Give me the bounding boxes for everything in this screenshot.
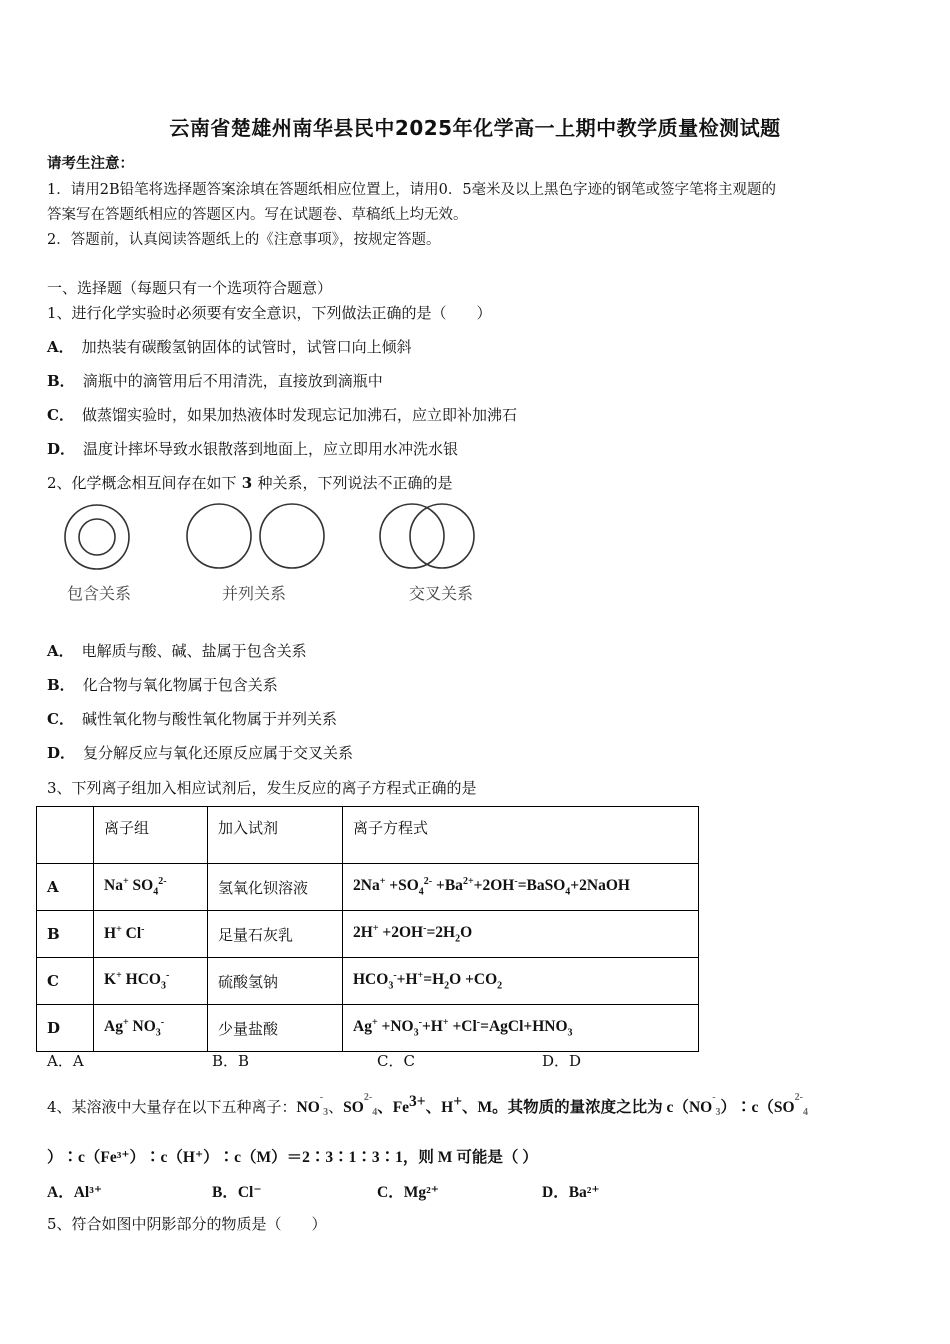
ion-group-cell: K+ $HCO_3^-$ xyxy=(94,958,208,1005)
option-text: 温度计摔坏导致水银散落到地面上，应立即用水冲洗水银 xyxy=(83,440,459,458)
parallel-diagram xyxy=(187,504,324,568)
ion-sulfate: $SO^{2-}_4$ xyxy=(343,1092,378,1118)
row-label: B xyxy=(37,911,94,958)
q4-stem xyxy=(47,1093,808,1118)
equation-cell: $HCO_3^-+H^+=H_2O +CO_2$ xyxy=(343,958,699,1005)
equation-cell: $Ag^+ +NO_3^-+H^+$ $+Cl^-=AgCl+HNO_3$ xyxy=(343,1005,699,1052)
equation-cell: $2H^+ +2OH^-=2H_2O$ xyxy=(343,911,699,958)
relationship-diagram xyxy=(55,498,495,610)
q3-answer-d[interactable]: D．D xyxy=(542,1052,582,1070)
reagent-cell: 硫酸氢钠 xyxy=(208,958,343,1005)
option-text: 复分解反应与氧化还原反应属于交叉关系 xyxy=(83,744,354,762)
q2-option-b[interactable] xyxy=(47,674,278,695)
q4-stem-line-2: ）∶c（Fe³⁺）∶c（H⁺）∶c（M）＝2∶3∶1∶3∶1，则 M 可能是（ ） xyxy=(47,1149,538,1166)
q4-stem-c: 、H xyxy=(425,1099,454,1116)
q4-stem-a: 4、某溶液中大量存在以下五种离子： xyxy=(47,1098,297,1116)
notice-item-1-line-2: 答案写在答题纸相应的答题区内。写在试题卷、草稿纸上均无效。 xyxy=(47,207,468,223)
option-text: 化合物与氧化物属于包含关系 xyxy=(82,676,278,694)
option-text: 做蒸馏实验时，如果加热液体时发现忘记加沸石，应立即补加沸石 xyxy=(81,406,517,424)
q4-stem-e: ）∶c（ xyxy=(720,1099,774,1116)
q3-answer-b[interactable]: B．B xyxy=(212,1052,250,1070)
table-row xyxy=(37,864,699,911)
table-row xyxy=(37,1005,699,1052)
q3-table xyxy=(36,806,699,1052)
option-label: C． xyxy=(47,710,74,728)
q2-option-a[interactable] xyxy=(47,640,307,661)
option-label: A． xyxy=(47,338,74,356)
header-cell-reagent: 加入试剂 xyxy=(208,807,343,864)
q2-stem-pre: 2、化学概念相互间存在如下 xyxy=(47,474,237,492)
label-parallel: 并列关系 xyxy=(221,584,287,603)
q2-option-c[interactable] xyxy=(47,708,337,729)
option-text: 加热装有碳酸氢钠固体的试管时，试管口向上倾斜 xyxy=(81,338,412,356)
table-row xyxy=(37,911,699,958)
reagent-cell: 足量石灰乳 xyxy=(208,911,343,958)
q2-stem-post: 种关系，下列说法不正确的是 xyxy=(257,474,453,492)
header-cell-ion-group: 离子组 xyxy=(94,807,208,864)
row-label: D xyxy=(37,1005,94,1052)
q4-stem-d: 、M。其物质的量浓度之比为 c（ xyxy=(462,1099,689,1116)
row-label: C xyxy=(37,958,94,1005)
q4-option-a[interactable]: A．Al³⁺ xyxy=(47,1184,103,1201)
ion-nitrate-ratio: $NO^-_3$ xyxy=(688,1092,721,1118)
option-text: 电解质与酸、碱、盐属于包含关系 xyxy=(81,642,307,660)
ion-group-cell: Ag+ $NO_3^-$ xyxy=(94,1005,208,1052)
label-intersection: 交叉关系 xyxy=(408,584,474,603)
intersection-diagram xyxy=(380,504,474,568)
ion-group-cell: H+ Cl- xyxy=(94,911,208,958)
q1-stem: 1、进行化学实验时必须要有安全意识，下列做法正确的是（ ） xyxy=(47,304,492,322)
reagent-cell: 氢氧化钡溶液 xyxy=(208,864,343,911)
q4-stem-b: 、Fe xyxy=(377,1099,410,1116)
notice-heading: 请考生注意： xyxy=(47,155,134,172)
notice-item-1-line-1: 1．请用2B铅笔将选择题答案涂填在答题纸相应位置上，请用0．5毫米及以上黑色字迹的钢笔或签字笔将主观题的 xyxy=(47,182,777,198)
q4-option-c[interactable]: C．Mg²⁺ xyxy=(377,1184,439,1201)
ion-sulfate-ratio: $SO^{2-}_4$ xyxy=(773,1092,808,1118)
q3-answer-c[interactable]: C．C xyxy=(377,1052,415,1070)
table-row xyxy=(37,958,699,1005)
q5-stem: 5、符合如图中阴影部分的物质是（ ） xyxy=(47,1215,327,1233)
q4-option-b[interactable]: B．Cl⁻ xyxy=(212,1184,262,1201)
equation-cell: $2Na^+ +SO_4^{2-}$ $+Ba^{2+}+2OH^-=BaSO_4+2NaOH$ xyxy=(343,864,699,911)
header-cell-equation: 离子方程式 xyxy=(343,807,699,864)
table-header-row xyxy=(37,807,699,864)
q1-option-d[interactable] xyxy=(47,438,458,459)
ion-group-cell: Na+ $SO_4^{2-}$ xyxy=(94,864,208,911)
q1-option-b[interactable] xyxy=(47,370,383,391)
option-label: D． xyxy=(47,744,76,762)
option-label: A． xyxy=(47,642,74,660)
option-label: B． xyxy=(47,372,75,390)
q1-option-a[interactable] xyxy=(47,336,412,357)
q2-stem xyxy=(47,472,452,493)
reagent-cell: 少量盐酸 xyxy=(208,1005,343,1052)
q2-stem-number: 3 xyxy=(236,474,258,492)
fe-charge: 3+ xyxy=(409,1093,426,1110)
option-label: C． xyxy=(47,406,74,424)
q3-answer-a[interactable]: A．A xyxy=(47,1052,84,1070)
h-charge: + xyxy=(453,1093,463,1110)
q4-option-d[interactable]: D．Ba²⁺ xyxy=(542,1184,600,1201)
row-label: A xyxy=(37,864,94,911)
option-label: B． xyxy=(47,676,75,694)
section-heading: 一、选择题（每题只有一个选项符合题意） xyxy=(47,279,333,297)
q1-option-c[interactable] xyxy=(47,404,517,425)
q3-stem: 3、下列离子组加入相应试剂后，发生反应的离子方程式正确的是 xyxy=(47,779,477,797)
q4-stem-sep: 、 xyxy=(328,1098,344,1116)
ion-nitrate: $NO^-_3$ xyxy=(296,1092,329,1118)
option-text: 滴瓶中的滴管用后不用清洗，直接放到滴瓶中 xyxy=(82,372,383,390)
header-cell-empty xyxy=(37,807,94,864)
option-label: D． xyxy=(47,440,76,458)
option-text: 碱性氧化物与酸性氧化物属于并列关系 xyxy=(81,710,337,728)
inclusion-diagram xyxy=(65,505,129,569)
q2-option-d[interactable] xyxy=(47,742,353,763)
page-title: 云南省楚雄州南华县民中2025年化学高一上期中教学质量检测试题 xyxy=(169,116,781,140)
label-inclusion: 包含关系 xyxy=(66,584,132,603)
notice-item-2: 2．答题前，认真阅读答题纸上的《注意事项》，按规定答题。 xyxy=(47,232,441,248)
